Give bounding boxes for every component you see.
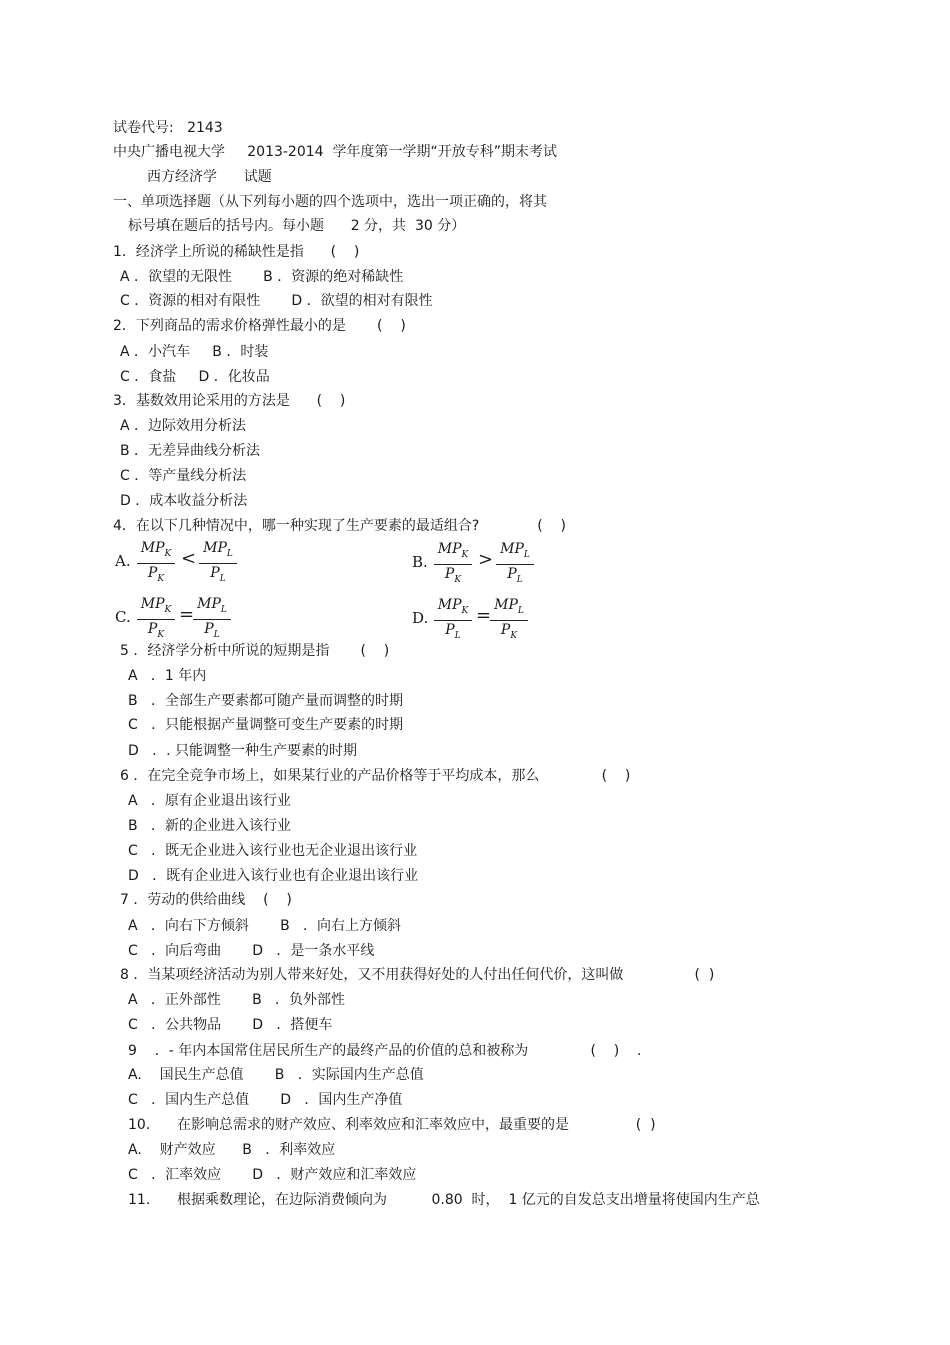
numerator: MP (140, 596, 165, 612)
subscript: K (454, 574, 462, 585)
question-3-option-b: B ．无差异曲线分析法 (120, 443, 261, 459)
numerator: MP (437, 597, 462, 613)
question-8-options-ab: A ．正外部性 B ．负外部性 (128, 992, 346, 1008)
q4-option-d (412, 597, 552, 641)
question-1-options-ab: A ．欲望的无限性 B ．资源的绝对稀缺性 (120, 269, 404, 285)
denominator: P (147, 620, 158, 637)
question-6-option-c: C ．既无企业进入该行业也无企业退出该行业 (128, 843, 418, 859)
subscript: K (164, 604, 172, 615)
q4-d-left-fraction (432, 597, 474, 644)
fraction-bar (137, 563, 175, 564)
numerator: MP (437, 541, 462, 557)
question-5-option-c: C ．只能根据产量调整可变生产要素的时期 (128, 717, 404, 733)
subscript: K (157, 629, 165, 640)
q4-option-a (115, 540, 255, 584)
q4-a-right-fraction (197, 540, 239, 587)
question-5-option-d: D ．. 只能调整一种生产要素的时期 (128, 743, 358, 759)
question-8-options-cd: C ．公共物品 D ．搭便车 (128, 1017, 333, 1033)
denominator: P (507, 565, 517, 582)
q4-option-c-label: C. (115, 608, 131, 626)
fraction-bar (490, 620, 528, 621)
question-5: 5 ．经济学分析中所说的短期是指 ( ) (120, 643, 390, 659)
exam-code: 试卷代号: 2143 (113, 120, 223, 136)
q4-d-operator: = (476, 605, 492, 626)
subscript: K (510, 630, 518, 641)
question-4: 4．在以下几种情况中，哪一种实现了生产要素的最适组合? ( ) (113, 518, 566, 534)
denominator: P (445, 621, 455, 638)
question-1-options-cd: C ．资源的相对有限性 D ．欲望的相对有限性 (120, 293, 433, 309)
question-2-options-ab: A ．小汽车 B ．时装 (120, 344, 269, 360)
question-3-option-d: D ．成本收益分析法 (120, 493, 248, 509)
question-10-options-cd: C ．汇率效应 D ．财产效应和汇率效应 (128, 1167, 417, 1183)
subscript: L (226, 548, 233, 559)
question-6-option-d: D ．既有企业进入该行业也有企业退出该行业 (128, 868, 419, 884)
question-2: 2．下列商品的需求价格弹性最小的是 ( ) (113, 318, 406, 334)
subscript: L (523, 549, 530, 560)
fraction-bar (199, 563, 237, 564)
question-7-options-cd: C ．向后弯曲 D ．是一条水平线 (128, 943, 375, 959)
fraction-bar (496, 564, 534, 565)
question-7-options-ab: A ．向右下方倾斜 B ．向右上方倾斜 (128, 918, 402, 934)
question-3-option-c: C ．等产量线分析法 (120, 468, 247, 484)
question-2-options-cd: C ．食盐 D ．化妆品 (120, 369, 270, 385)
question-9-options-ab: A. 国民生产总值 B ．实际国内生产总值 (128, 1067, 424, 1083)
subscript: L (220, 604, 227, 615)
university-line: 中央广播电视大学 2013-2014 学年度第一学期“开放专科”期末考试 (113, 144, 557, 160)
question-10: 10. 在影响总需求的财产效应、利率效应和汇率效应中，最重要的是 ( ) (128, 1117, 656, 1133)
q4-d-right-fraction (488, 597, 530, 644)
subscript: L (516, 574, 523, 585)
section-title-line2: 标号填在题后的括号内。每小题 2 分，共 30 分） (128, 218, 466, 234)
subject-line: 西方经济学 试题 (147, 169, 272, 185)
q4-option-b-label: B. (412, 553, 428, 571)
fraction-bar (137, 619, 175, 620)
question-6-option-a: A ．原有企业退出该行业 (128, 793, 291, 809)
fraction-bar (193, 619, 231, 620)
numerator: MP (494, 597, 518, 613)
q4-b-operator: > (478, 549, 494, 570)
q4-c-left-fraction (135, 596, 177, 643)
question-9-options-cd: C ．国内生产总值 D ．国内生产净值 (128, 1092, 403, 1108)
q4-c-operator: = (179, 604, 195, 625)
denominator: P (204, 620, 214, 637)
q4-option-d-label: D. (412, 609, 429, 627)
section-title-line1: 一、单项选择题（从下列每小题的四个选项中，选出一项正确的，将其 (113, 194, 547, 210)
numerator: MP (197, 596, 221, 612)
q4-option-b (412, 541, 552, 585)
q4-b-left-fraction (432, 541, 474, 588)
question-5-option-a: A ．1 年内 (128, 668, 207, 684)
subscript: K (461, 549, 469, 560)
fraction-bar (434, 620, 472, 621)
subscript: K (164, 548, 172, 559)
denominator: P (210, 564, 220, 581)
q4-a-operator: < (181, 548, 197, 569)
question-1: 1．经济学上所说的稀缺性是指 ( ) (113, 244, 360, 260)
denominator: P (147, 564, 158, 581)
numerator: MP (500, 541, 524, 557)
subscript: L (213, 629, 220, 640)
question-5-option-b: B ．全部生产要素都可随产量而调整的时期 (128, 693, 403, 709)
subscript: L (454, 630, 461, 641)
subscript: K (461, 605, 469, 616)
q4-a-left-fraction (135, 540, 177, 587)
question-10-options-ab: A. 财产效应 B ．利率效应 (128, 1142, 336, 1158)
numerator: MP (140, 540, 165, 556)
q4-option-a-label: A. (115, 552, 131, 570)
question-11: 11. 根据乘数理论，在边际消费倾向为 0.80 时， 1 亿元的自发总支出增量将使国内生产总 (128, 1192, 760, 1208)
question-7: 7 ．劳动的供给曲线 ( ) (120, 892, 292, 908)
subscript: L (219, 573, 226, 584)
question-6-option-b: B ．新的企业进入该行业 (128, 818, 291, 834)
numerator: MP (203, 540, 227, 556)
q4-b-right-fraction (494, 541, 536, 588)
denominator: P (500, 621, 511, 638)
subscript: K (157, 573, 165, 584)
denominator: P (444, 565, 455, 582)
question-3: 3．基数效用论采用的方法是 ( ) (113, 393, 346, 409)
q4-option-c (115, 596, 255, 640)
fraction-bar (434, 564, 472, 565)
subscript: L (517, 605, 524, 616)
question-8: 8 ．当某项经济活动为别人带来好处，又不用获得好处的人付出任何代价，这叫做 ( ) (120, 967, 715, 983)
question-3-option-a: A ．边际效用分析法 (120, 418, 247, 434)
q4-c-right-fraction (191, 596, 233, 643)
question-9: 9 ．- 年内本国常住居民所生产的最终产品的价值的总和被称为 ( ) . (128, 1043, 642, 1059)
question-6: 6 ．在完全竞争市场上，如果某行业的产品价格等于平均成本，那么 ( ) (120, 768, 631, 784)
